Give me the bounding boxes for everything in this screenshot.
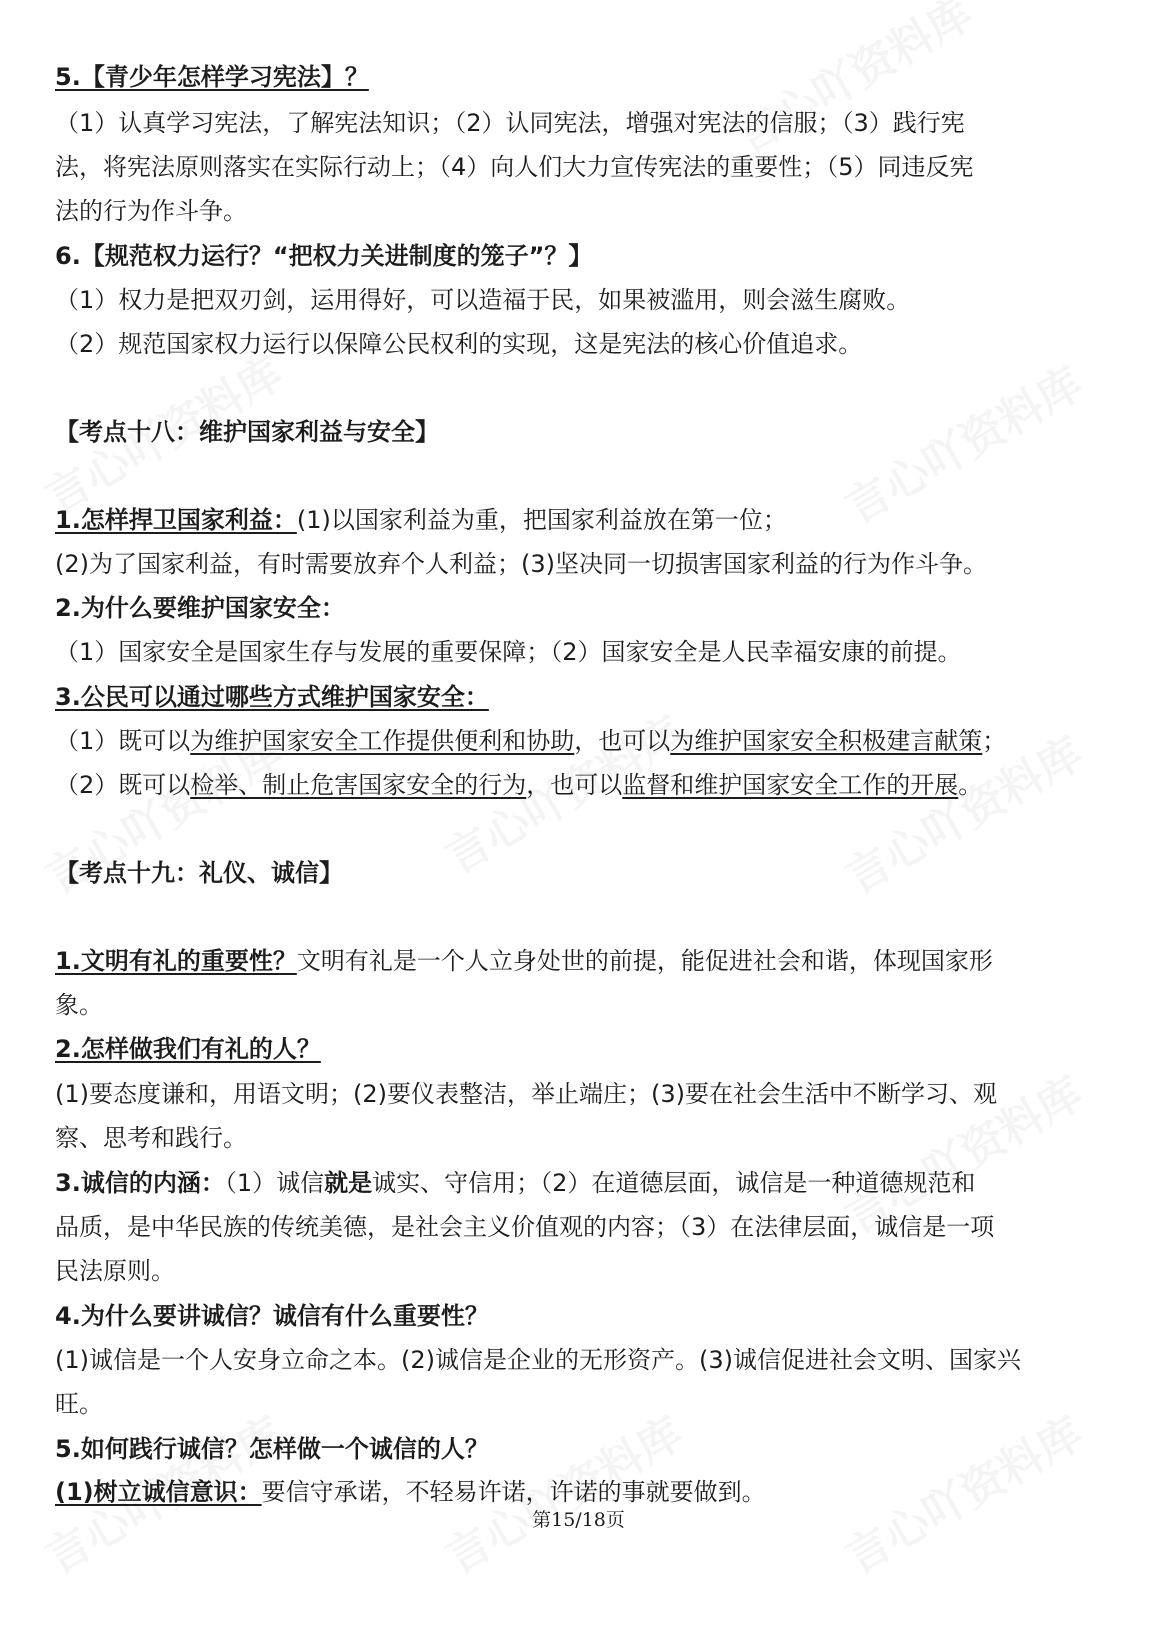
k19-q2-title: 2.怎样做我们有礼的人？ xyxy=(55,1035,321,1063)
k18-q1-line-1: 1.怎样捍卫国家利益：(1)以国家利益为重，把国家利益放在第一位； xyxy=(55,506,787,534)
q5-line-2: 法，将宪法原则落实在实际行动上；（4）向人们大力宣传宪法的重要性；（5）同违反宪 xyxy=(55,153,974,181)
k18-q3-line-2: （2）既可以检举、制止危害国家安全的行为，也可以监督和维护国家安全工作的开展。 xyxy=(55,771,983,799)
k19-q4-title: 4.为什么要讲诚信？诚信有什么重要性？ xyxy=(55,1302,489,1330)
k18-q1-line-2: (2)为了国家利益，有时需要放弃个人利益；(3)坚决同一切损害国家利益的行为作斗争。 xyxy=(55,550,987,578)
q6-title: 6.【规范权力运行？“把权力关进制度的笼子”？】 xyxy=(55,242,593,270)
k19-q2-line-2: 察、思考和践行。 xyxy=(55,1124,247,1152)
k18-q3-title: 3.公民可以通过哪些方式维护国家安全： xyxy=(55,683,489,711)
k19-q3-line-3: 民法原则。 xyxy=(55,1257,175,1285)
q6-line-1: （1）权力是把双刃剑，运用得好，可以造福于民，如果被滥用，则会滋生腐败。 xyxy=(55,286,911,314)
q5-line-1: （1）认真学习宪法，了解宪法知识；（2）认同宪法，增强对宪法的信服；（3）践行宪 xyxy=(55,109,965,137)
q5-line-3: 法的行为作斗争。 xyxy=(55,197,247,225)
k19-q5-title: 5.如何践行诚信？怎样做一个诚信的人？ xyxy=(55,1435,489,1463)
k18-q3-line-1: （1）既可以为维护国家安全工作提供便利和协助，也可以为维护国家安全积极建言献策； xyxy=(55,727,1007,755)
k18-q2-line-1: （1）国家安全是国家生存与发展的重要保障；（2）国家安全是人民幸福安康的前提。 xyxy=(55,638,962,666)
page-number: 第15/18页 xyxy=(532,1509,625,1531)
k19-q4-line-1: (1)诚信是一个人安身立命之本。(2)诚信是企业的无形资产。(3)诚信促进社会文明、国家兴 xyxy=(55,1346,1021,1374)
q6-line-2: （2）规范国家权力运行以保障公民权利的实现，这是宪法的核心价值追求。 xyxy=(55,330,863,358)
k19-q5-line-1: (1)树立诚信意识：要信守承诺，不轻易许诺，许诺的事就要做到。 xyxy=(55,1478,766,1506)
q5-title: 5.【青少年怎样学习宪法】？ xyxy=(55,63,369,91)
k19-q1-line-1: 1.文明有礼的重要性？文明有礼是一个人立身处世的前提，能促进社会和谐，体现国家形 xyxy=(55,947,993,975)
k19-q1-line-2: 象。 xyxy=(55,991,103,1019)
k18-q2-title: 2.为什么要维护国家安全： xyxy=(55,594,345,622)
k19-q3-line-1: 3.诚信的内涵：（1）诚信就是诚实、守信用；（2）在道德层面，诚信是一种道德规范和 xyxy=(55,1169,976,1197)
k19-q2-line-1: (1)要态度谦和，用语文明；(2)要仪表整洁，举止端庄；(3)要在社会生活中不断学习、观 xyxy=(55,1080,997,1108)
k19-q3-line-2: 品质，是中华民族的传统美德，是社会主义价值观的内容；（3）在法律层面，诚信是一项 xyxy=(55,1213,995,1241)
section-title-19: 【考点十九：礼仪、诚信】 xyxy=(55,859,343,887)
section-title-18: 【考点十八：维护国家利益与安全】 xyxy=(55,418,439,446)
k19-q4-line-2: 旺。 xyxy=(55,1390,103,1418)
